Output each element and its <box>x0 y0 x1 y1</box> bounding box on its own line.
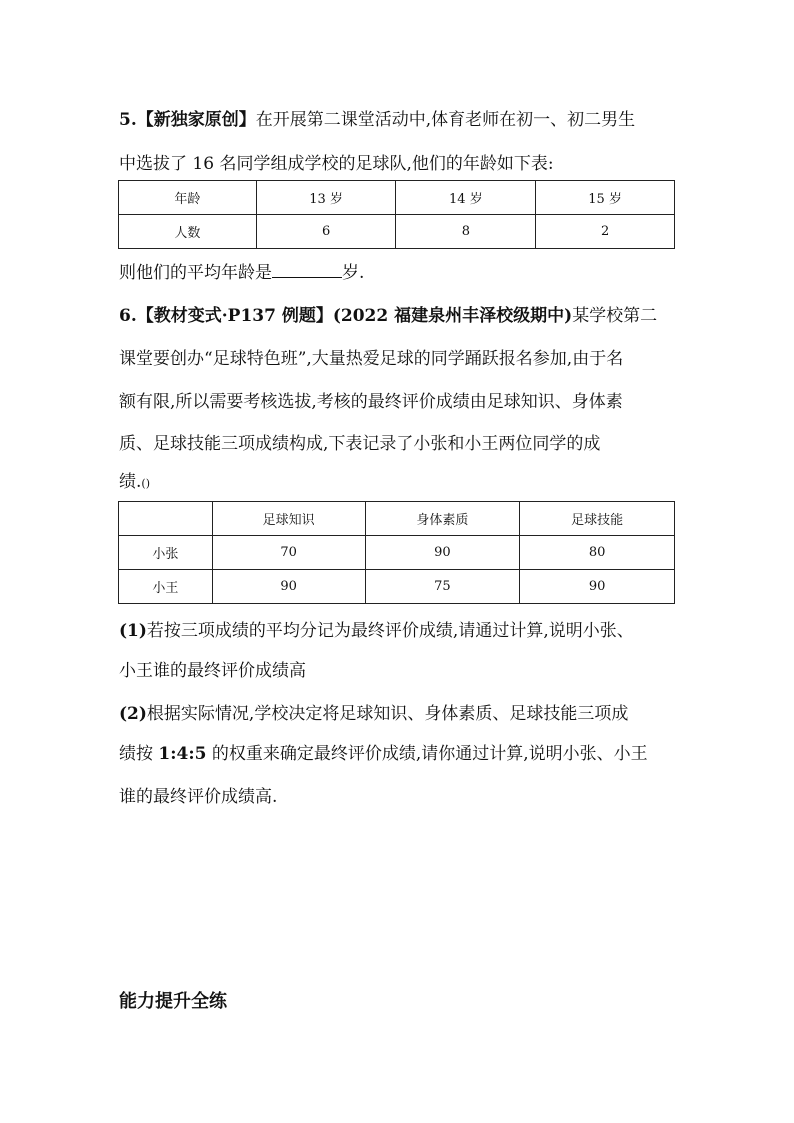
q6-part1-number: (1) <box>119 621 147 641</box>
table-cell: 80 <box>520 536 675 570</box>
q5-answer-suffix: 岁. <box>342 263 365 283</box>
table-header-cell: 年龄 <box>119 181 257 215</box>
table-header-cell: 身体素质 <box>365 502 520 536</box>
q6-weight-ratio: 1:4:5 <box>158 744 207 764</box>
answer-blank[interactable] <box>272 261 342 278</box>
table-cell: 人数 <box>119 215 257 249</box>
q6-tag: 【教材变式·P137 例题】 <box>136 306 333 326</box>
q6-part2-line-3: 谁的最终评价成绩高. <box>119 787 278 807</box>
q6-part1-text-1: 若按三项成绩的平均分记为最终评价成绩,请通过计算,说明小张、 <box>146 621 634 641</box>
table-row <box>119 536 675 570</box>
table-row <box>119 215 675 249</box>
table-cell: 小张 <box>119 536 213 570</box>
q6-text-5: 绩. <box>119 472 142 492</box>
q5-answer-prefix: 则他们的平均年龄是 <box>119 263 272 283</box>
q5-line-2: 中选拔了 16 名同学组成学校的足球队,他们的年龄如下表: <box>119 154 554 174</box>
q6-part2-text-2b: 的权重来确定最终评价成绩,请你通过计算,说明小张、小王 <box>211 744 648 764</box>
q6-number: 6. <box>119 306 137 326</box>
table-row <box>119 570 675 604</box>
q6-text-1: 某学校第二 <box>572 306 658 326</box>
q6-part2-line-2 <box>119 743 648 765</box>
q5-tag: 【新独家原创】 <box>136 110 256 130</box>
table-cell: 90 <box>365 536 520 570</box>
q6-part2-line-1 <box>119 703 628 725</box>
section-title: 能力提升全练 <box>119 991 227 1012</box>
q6-score-table <box>118 501 675 604</box>
table-cell: 8 <box>396 215 536 249</box>
q6-part2-text-1: 根据实际情况,学校决定将足球知识、身体素质、足球技能三项成 <box>146 704 629 724</box>
q6-part2-number: (2) <box>119 704 147 724</box>
table-cell: 90 <box>520 570 675 604</box>
table-cell: 小王 <box>119 570 213 604</box>
table-header-cell: 足球技能 <box>520 502 675 536</box>
q5-number: 5. <box>119 110 137 130</box>
q6-part2-text-2a: 绩按 <box>119 744 153 764</box>
q6-line-5 <box>119 471 150 495</box>
table-header-cell: 14 岁 <box>396 181 536 215</box>
table-header-cell: 足球知识 <box>212 502 365 536</box>
table-cell: 90 <box>212 570 365 604</box>
q5-age-table <box>118 180 675 249</box>
q6-part1-line-2: 小王谁的最终评价成绩高 <box>119 661 306 681</box>
q6-line-2: 课堂要创办“足球特色班”,大量热爱足球的同学踊跃报名参加,由于名 <box>119 349 624 369</box>
table-cell: 2 <box>536 215 675 249</box>
q5-line-1 <box>119 109 635 131</box>
table-cell: 75 <box>365 570 520 604</box>
table-header-cell: 15 岁 <box>536 181 675 215</box>
q5-answer-line <box>119 261 364 284</box>
table-cell: 6 <box>256 215 396 249</box>
table-row <box>119 181 675 215</box>
q6-source: (2022 福建泉州丰泽校级期中) <box>332 306 573 326</box>
table-header-cell: 13 岁 <box>256 181 396 215</box>
q6-line-3: 额有限,所以需要考核选拔,考核的最终评价成绩由足球知识、身体素 <box>119 392 623 412</box>
q6-part1-line-1 <box>119 620 634 642</box>
q6-line-4: 质、足球技能三项成绩构成,下表记录了小张和小王两位同学的成 <box>119 434 601 454</box>
q6-paren: () <box>141 477 150 490</box>
q6-line-1 <box>119 305 657 327</box>
table-cell: 70 <box>212 536 365 570</box>
table-header-cell <box>119 502 213 536</box>
q5-text-1: 在开展第二课堂活动中,体育老师在初一、初二男生 <box>255 110 636 130</box>
table-row <box>119 502 675 536</box>
